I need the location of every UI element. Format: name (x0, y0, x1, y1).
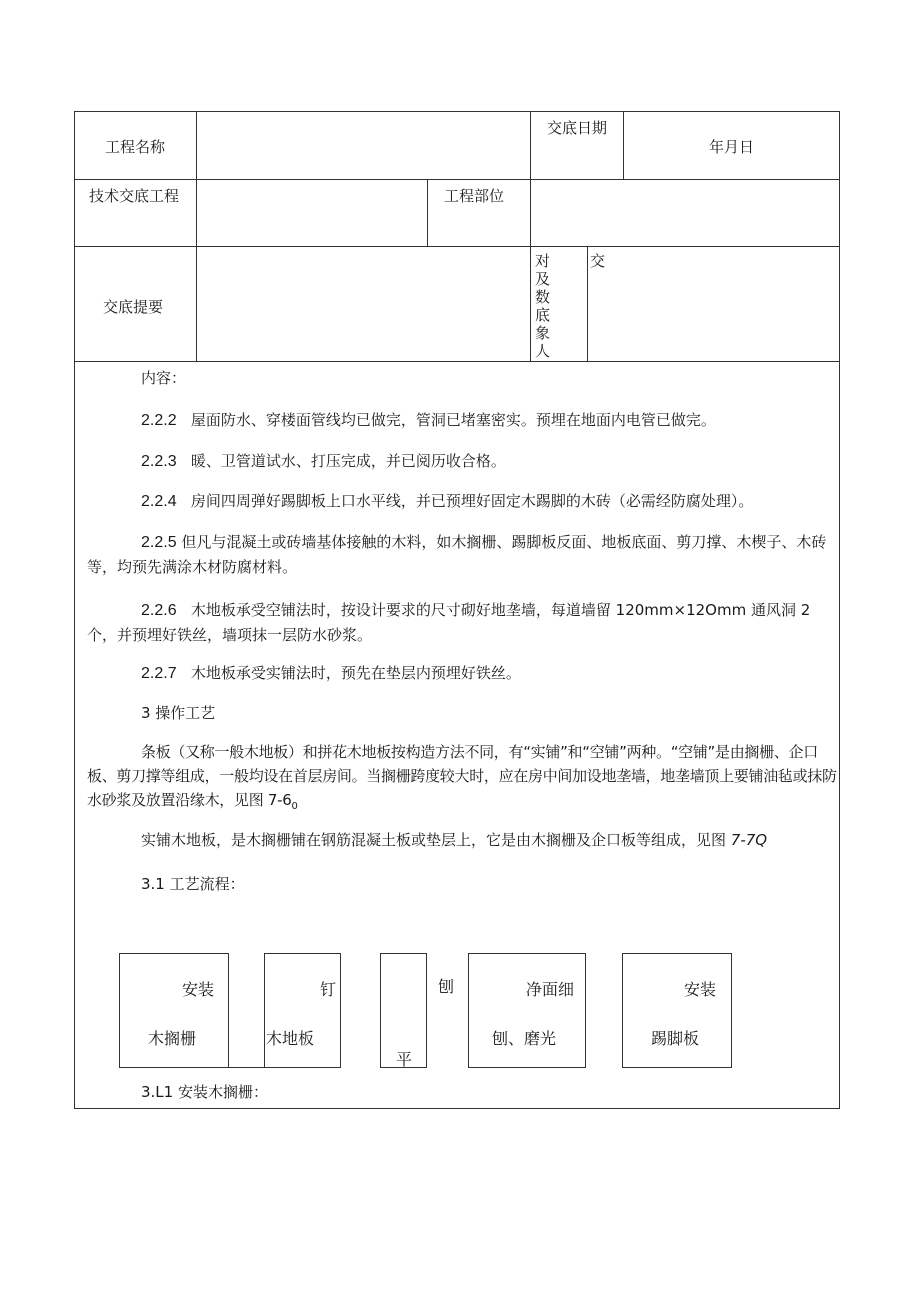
item-number: 2.2.3 (141, 453, 177, 470)
content-intro: 内容： (141, 369, 187, 387)
item-text: 暖、卫管道试水、打压完成，并已阅历收合格。 (190, 452, 506, 470)
paragraph-figure-ref: 7-7Q (730, 831, 768, 849)
flow-box-install-joist-bottom: 木搁栅 (148, 1029, 197, 1048)
flow-box-fine-plane (468, 953, 586, 1068)
item-text: 屋面防水、穿楼面管线均已做完，管洞已堵塞密实。预埋在地面内电管已做完。 (190, 411, 716, 429)
flow-box-fine-plane-bottom: 刨、磨光 (492, 1029, 557, 1048)
item-text: 木地板承受实铺法时，预先在垫层内预埋好铁丝。 (190, 664, 521, 682)
table-row-divider (74, 361, 840, 362)
list-item (87, 530, 839, 579)
date-value: 年月日 (709, 138, 755, 156)
item-number: 2.2.7 (141, 665, 177, 682)
item-number: 2.2.2 (141, 412, 177, 429)
table-row-divider (74, 246, 840, 247)
project-part-label: 工程部位 (444, 187, 505, 205)
paragraph-solid-floor (87, 828, 839, 852)
table-col-divider (530, 246, 531, 361)
item-text: 房间四周弹好踢脚板上口水平线，并已预埋好固定木踢脚的木砖（必需经防腐处理）。 (190, 492, 754, 510)
flow-box-fine-plane-top: 净面细 (526, 980, 575, 999)
list-item (87, 489, 839, 514)
section-3-1-title: 3.1 工艺流程： (141, 875, 245, 893)
section-3-1-1-title: 3.L1 安装木搁栅： (141, 1083, 268, 1101)
summary-label: 交底提要 (103, 298, 164, 316)
list-item (87, 598, 839, 647)
table-col-divider (427, 179, 428, 246)
flow-box-install-skirting-top: 安装 (684, 980, 717, 999)
flow-box-install-joist-top: 安装 (182, 980, 215, 999)
table-col-divider (530, 179, 531, 246)
section-3-title: 3 操作工艺 (141, 704, 216, 722)
flow-box-plane-bottom: 平 (396, 1050, 413, 1069)
item-text: 但凡与混凝土或砖墙基体接触的木料，如木搁栅、踢脚板反面、地板底面、剪刀撑、木楔子、木砖等，均预先满涂木材防腐材料。 (87, 533, 827, 576)
list-item (87, 661, 839, 686)
tech-disclosure-label: 技术交底工程 (89, 187, 180, 205)
disclosure-date-label: 交底日期 (547, 119, 608, 137)
flow-box-nail-floor-bottom: 木地板 (266, 1029, 315, 1048)
item-number: 2.2.6 (141, 602, 177, 619)
item-number: 2.2.5 (141, 534, 177, 551)
list-item (87, 408, 839, 433)
flow-box-nail-floor (264, 953, 341, 1068)
table-col-divider (196, 111, 197, 361)
flow-box-install-skirting (622, 953, 732, 1068)
table-col-divider (530, 111, 531, 179)
flow-box-nail-floor-top: 钉 (320, 980, 337, 999)
disclosure-target-label-2: 交 (590, 252, 606, 270)
paragraph-subscript: 0 (291, 801, 298, 812)
flow-connector (229, 1067, 264, 1068)
paragraph-structure (87, 740, 839, 819)
project-name-label: 工程名称 (105, 138, 166, 156)
flow-box-install-joist (119, 953, 229, 1068)
table-col-divider (587, 246, 588, 361)
list-item (87, 449, 839, 474)
item-number: 2.2.4 (141, 493, 177, 510)
table-col-divider (623, 111, 624, 179)
item-text: 木地板承受空铺法时，按设计要求的尺寸砌好地垄墙，每道墙留 120mm×12Omm 通风洞 2 个，并预埋好铁丝，墙项抹一层防水砂浆。 (87, 601, 811, 644)
disclosure-target-label: 对及数底象人 (535, 252, 551, 360)
paragraph-text: 实铺木地板，是木搁栅铺在钢筋混凝土板或垫层上，它是由木搁栅及企口板等组成，见图 (141, 831, 731, 849)
flow-box-install-skirting-bottom: 踢脚板 (651, 1029, 700, 1048)
table-row-divider (74, 179, 840, 180)
flow-plane-label: 刨 (438, 977, 455, 996)
paragraph-text: 条板（又称一般木地板）和拼花木地板按构造方法不同，有“实铺”和“空铺”两种。“空铺”是由搁栅、企口板、剪刀撑等组成，一般均设在首层房间。当搁栅跨度较大时，应在房中间加设地垄墙，地垄墙顶上要铺油毡或抹防水砂浆及放置沿缘木，见图 7-6 (87, 743, 837, 809)
